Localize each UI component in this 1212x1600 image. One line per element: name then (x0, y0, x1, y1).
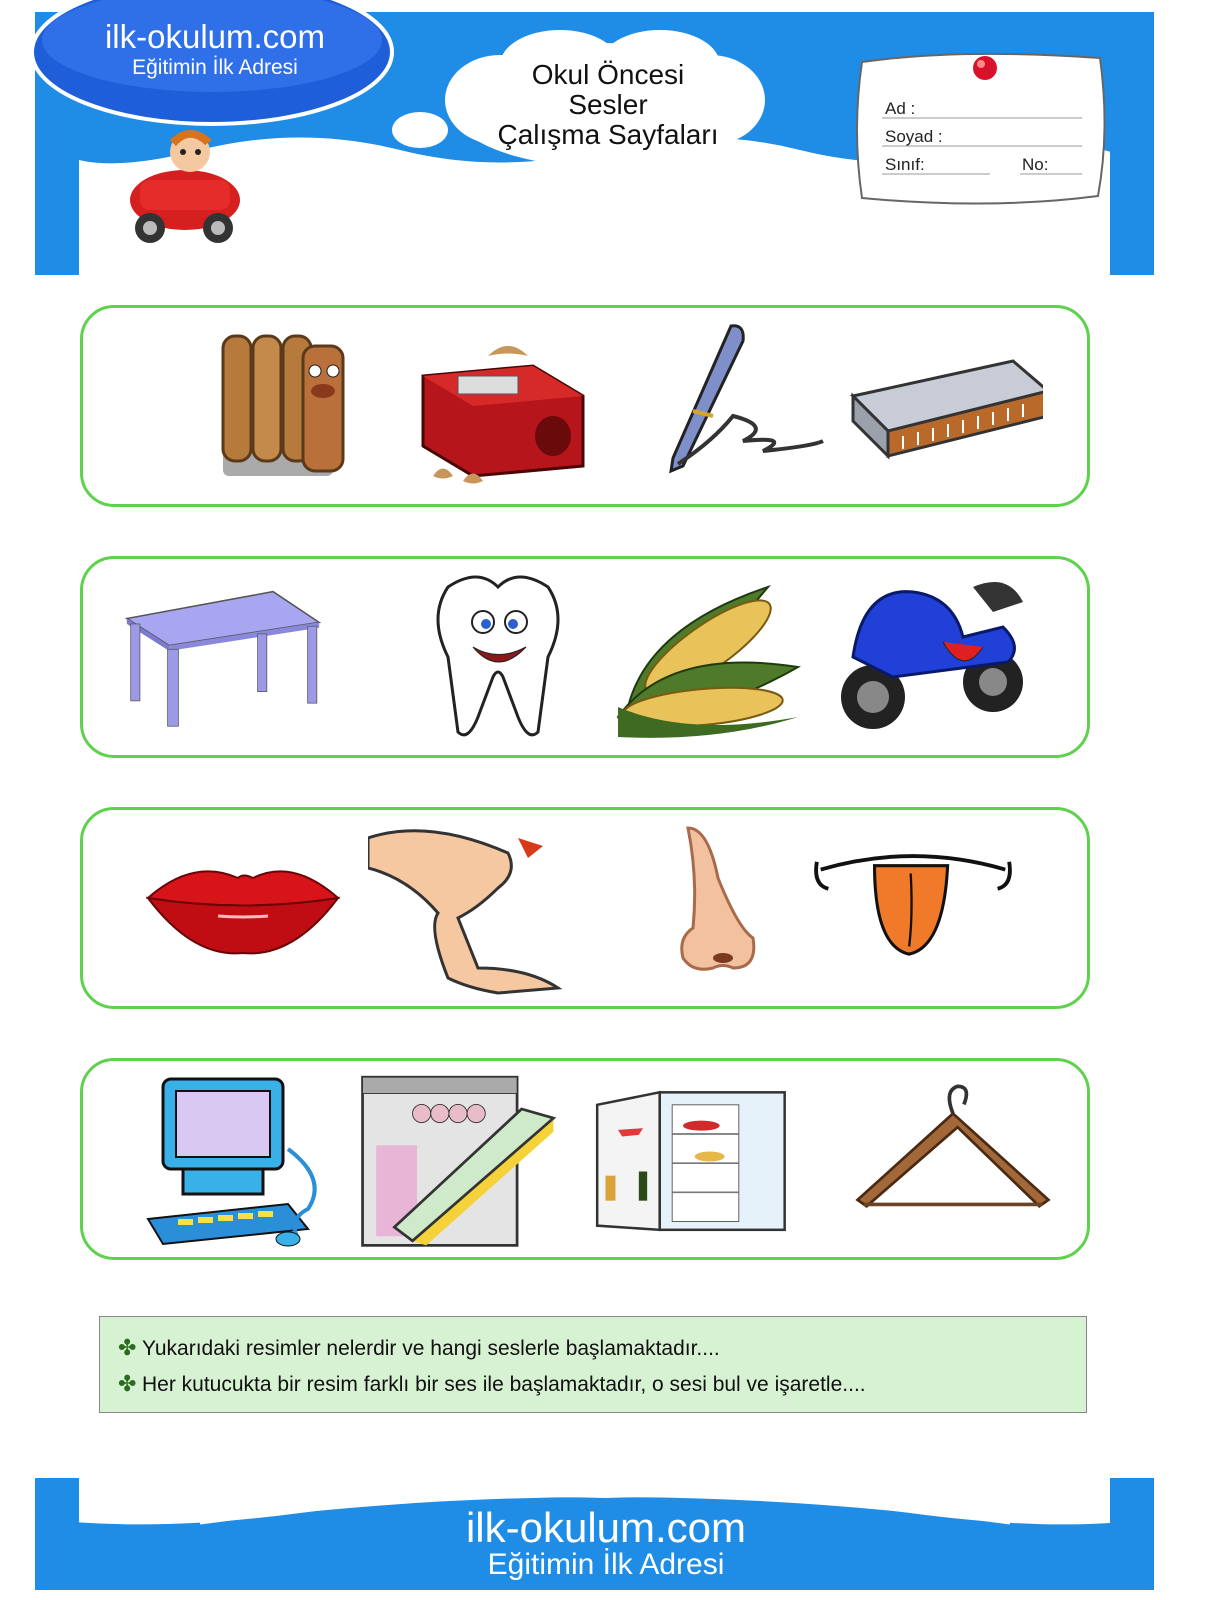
worksheet-title-line-2: Sesler (568, 89, 648, 120)
class-field-label: Sınıf: (885, 155, 925, 174)
lips-picture[interactable] (143, 818, 343, 998)
picture-row-2 (80, 556, 1090, 758)
surname-field-label: Soyad : (885, 127, 943, 146)
harmonica-picture[interactable] (843, 316, 1043, 496)
dishwasher-picture[interactable] (358, 1069, 558, 1249)
name-field-label: Ad : (885, 99, 916, 118)
pen-picture[interactable] (653, 316, 853, 496)
picture-row-3 (80, 807, 1090, 1009)
tooth-picture[interactable] (398, 567, 598, 747)
picture-row-1 (80, 305, 1090, 507)
pencil-sharpener-picture[interactable] (413, 316, 613, 496)
computer-picture[interactable] (138, 1069, 338, 1249)
picture-row-4 (80, 1058, 1090, 1260)
footer-slogan: Eğitimin İlk Adresi (487, 1548, 725, 1581)
header-site-name: ilk-okulum.com (104, 18, 326, 55)
leg-picture[interactable] (368, 818, 568, 998)
instruction-line-1 (118, 1335, 720, 1361)
clover-bullet-icon: ✤ (118, 1371, 137, 1396)
instruction-box (99, 1316, 1087, 1413)
instruction-line-2 (118, 1371, 866, 1397)
footer-site-name: ilk-okulum.com (465, 1504, 747, 1551)
corn-picture[interactable] (608, 567, 808, 747)
worksheet-title-line-1: Okul Öncesi (531, 59, 685, 90)
table-picture[interactable] (123, 567, 323, 747)
clover-bullet-icon: ✤ (118, 1335, 137, 1360)
toaster-picture[interactable] (193, 316, 393, 496)
motorcycle-picture[interactable] (833, 567, 1033, 747)
worksheet-title-line-3: Çalışma Sayfaları (497, 119, 719, 150)
instruction-text-1: Yukarıdaki resimler nelerdir ve hangi seslerle başlamaktadır.... (142, 1337, 720, 1360)
number-field-label: No: (1022, 155, 1049, 174)
tongue-picture[interactable] (813, 818, 1013, 998)
refrigerator-picture[interactable] (593, 1069, 793, 1249)
hanger-picture[interactable] (853, 1069, 1053, 1249)
header-slogan: Eğitimin İlk Adresi (132, 56, 298, 79)
nose-picture[interactable] (638, 818, 838, 998)
instruction-text-2: Her kutucukta bir resim farklı bir ses ile başlamaktadır, o sesi bul ve işaretle.... (142, 1373, 866, 1396)
